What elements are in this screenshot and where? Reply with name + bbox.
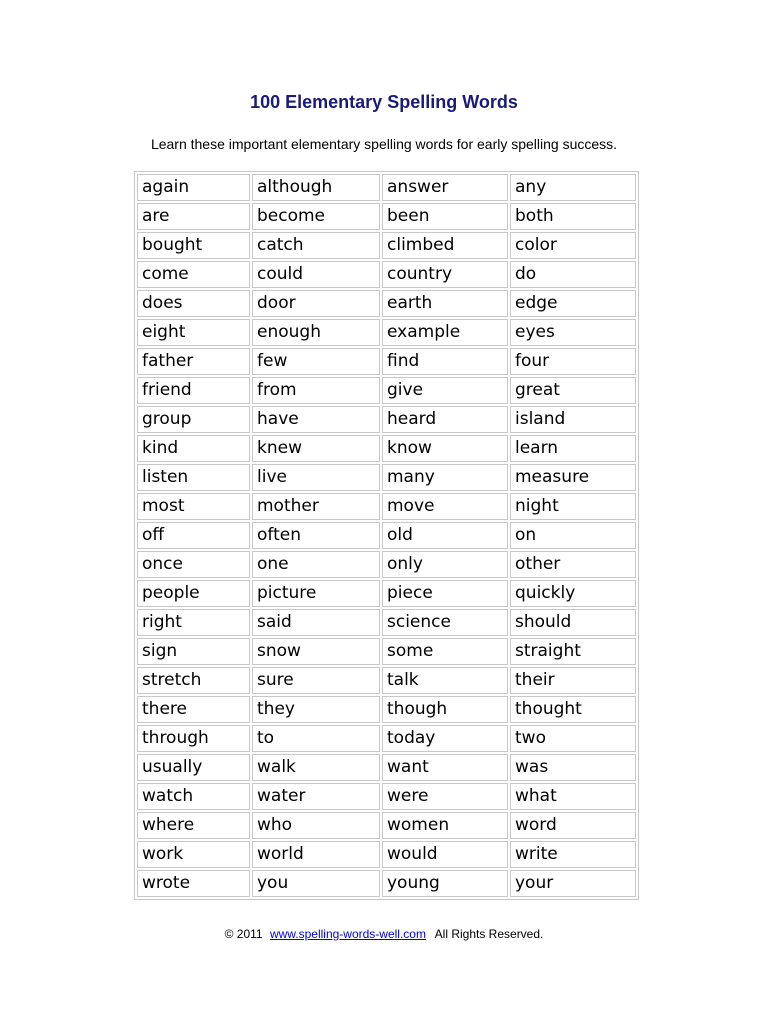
word-cell: young <box>382 870 508 897</box>
word-cell: learn <box>510 435 636 462</box>
table-row <box>137 696 636 723</box>
word-cell: enough <box>252 319 380 346</box>
word-cell: work <box>137 841 250 868</box>
word-cell: edge <box>510 290 636 317</box>
word-cell: off <box>137 522 250 549</box>
word-cell: from <box>252 377 380 404</box>
word-cell: right <box>137 609 250 636</box>
table-row <box>137 783 636 810</box>
table-row <box>137 464 636 491</box>
page-title: 100 Elementary Spelling Words <box>250 92 518 112</box>
word-cell: sign <box>137 638 250 665</box>
word-cell: want <box>382 754 508 781</box>
word-cell: knew <box>252 435 380 462</box>
word-cell: sure <box>252 667 380 694</box>
word-cell: once <box>137 551 250 578</box>
word-cell: eight <box>137 319 250 346</box>
word-cell: do <box>510 261 636 288</box>
word-cell: thought <box>510 696 636 723</box>
word-cell: know <box>382 435 508 462</box>
word-cell: would <box>382 841 508 868</box>
word-cell: heard <box>382 406 508 433</box>
copyright-text: © 2011 <box>224 927 263 941</box>
word-cell: does <box>137 290 250 317</box>
word-cell: only <box>382 551 508 578</box>
table-row <box>137 319 636 346</box>
word-cell: world <box>252 841 380 868</box>
word-cell: give <box>382 377 508 404</box>
word-cell: should <box>510 609 636 636</box>
word-cell: picture <box>252 580 380 607</box>
table-row <box>137 754 636 781</box>
word-cell: find <box>382 348 508 375</box>
word-cell: water <box>252 783 380 810</box>
word-cell: though <box>382 696 508 723</box>
word-cell: stretch <box>137 667 250 694</box>
word-cell: both <box>510 203 636 230</box>
footer <box>0 927 768 941</box>
word-cell: example <box>382 319 508 346</box>
word-cell: word <box>510 812 636 839</box>
table-row <box>137 377 636 404</box>
word-cell: although <box>252 174 380 201</box>
table-row <box>137 406 636 433</box>
word-cell: bought <box>137 232 250 259</box>
word-cell: night <box>510 493 636 520</box>
word-cell: any <box>510 174 636 201</box>
word-cell: there <box>137 696 250 723</box>
word-cell: country <box>382 261 508 288</box>
word-cell: live <box>252 464 380 491</box>
word-cell: were <box>382 783 508 810</box>
word-cell: father <box>137 348 250 375</box>
word-cell: earth <box>382 290 508 317</box>
word-cell: quickly <box>510 580 636 607</box>
word-cell: are <box>137 203 250 230</box>
table-row <box>137 348 636 375</box>
table-row <box>137 290 636 317</box>
table-row <box>137 261 636 288</box>
word-cell: other <box>510 551 636 578</box>
word-cell: they <box>252 696 380 723</box>
word-cell: piece <box>382 580 508 607</box>
word-cell: straight <box>510 638 636 665</box>
word-cell: some <box>382 638 508 665</box>
word-cell: their <box>510 667 636 694</box>
table-row <box>137 725 636 752</box>
word-cell: wrote <box>137 870 250 897</box>
word-cell: catch <box>252 232 380 259</box>
word-cell: eyes <box>510 319 636 346</box>
word-cell: what <box>510 783 636 810</box>
table-row <box>137 493 636 520</box>
word-cell: great <box>510 377 636 404</box>
word-cell: old <box>382 522 508 549</box>
word-cell: mother <box>252 493 380 520</box>
word-cell: on <box>510 522 636 549</box>
table-row <box>137 435 636 462</box>
table-row <box>137 812 636 839</box>
word-cell: been <box>382 203 508 230</box>
word-cell: door <box>252 290 380 317</box>
rights-text: All Rights Reserved. <box>434 927 544 941</box>
word-cell: move <box>382 493 508 520</box>
table-row <box>137 203 636 230</box>
word-cell: could <box>252 261 380 288</box>
word-cell: four <box>510 348 636 375</box>
word-cell: to <box>252 725 380 752</box>
word-cell: most <box>137 493 250 520</box>
word-cell: was <box>510 754 636 781</box>
word-cell: your <box>510 870 636 897</box>
table-row <box>137 580 636 607</box>
word-cell: said <box>252 609 380 636</box>
table-row <box>137 174 636 201</box>
word-cell: group <box>137 406 250 433</box>
word-cell: who <box>252 812 380 839</box>
table-row <box>137 638 636 665</box>
word-cell: climbed <box>382 232 508 259</box>
word-cell: island <box>510 406 636 433</box>
word-cell: often <box>252 522 380 549</box>
table-row <box>137 609 636 636</box>
word-cell: usually <box>137 754 250 781</box>
website-link[interactable]: www.spelling-words-well.com <box>269 927 426 941</box>
word-cell: many <box>382 464 508 491</box>
word-cell: become <box>252 203 380 230</box>
word-cell: color <box>510 232 636 259</box>
word-cell: answer <box>382 174 508 201</box>
word-cell: few <box>252 348 380 375</box>
table-row <box>137 551 636 578</box>
word-cell: have <box>252 406 380 433</box>
word-cell: watch <box>137 783 250 810</box>
word-cell: talk <box>382 667 508 694</box>
word-cell: measure <box>510 464 636 491</box>
word-cell: kind <box>137 435 250 462</box>
page-subtitle: Learn these important elementary spelling words for early spelling success. <box>150 136 618 152</box>
table-row <box>137 841 636 868</box>
word-cell: snow <box>252 638 380 665</box>
table-row <box>137 522 636 549</box>
word-cell: listen <box>137 464 250 491</box>
word-cell: through <box>137 725 250 752</box>
spelling-words-table <box>134 171 639 900</box>
word-cell: today <box>382 725 508 752</box>
word-cell: again <box>137 174 250 201</box>
word-cell: where <box>137 812 250 839</box>
word-cell: you <box>252 870 380 897</box>
word-cell: friend <box>137 377 250 404</box>
word-cell: women <box>382 812 508 839</box>
word-cell: walk <box>252 754 380 781</box>
word-cell: people <box>137 580 250 607</box>
word-cell: two <box>510 725 636 752</box>
table-row <box>137 232 636 259</box>
word-cell: science <box>382 609 508 636</box>
word-cell: write <box>510 841 636 868</box>
word-cell: one <box>252 551 380 578</box>
table-row <box>137 870 636 897</box>
word-cell: come <box>137 261 250 288</box>
word-table-body <box>137 174 636 897</box>
table-row <box>137 667 636 694</box>
